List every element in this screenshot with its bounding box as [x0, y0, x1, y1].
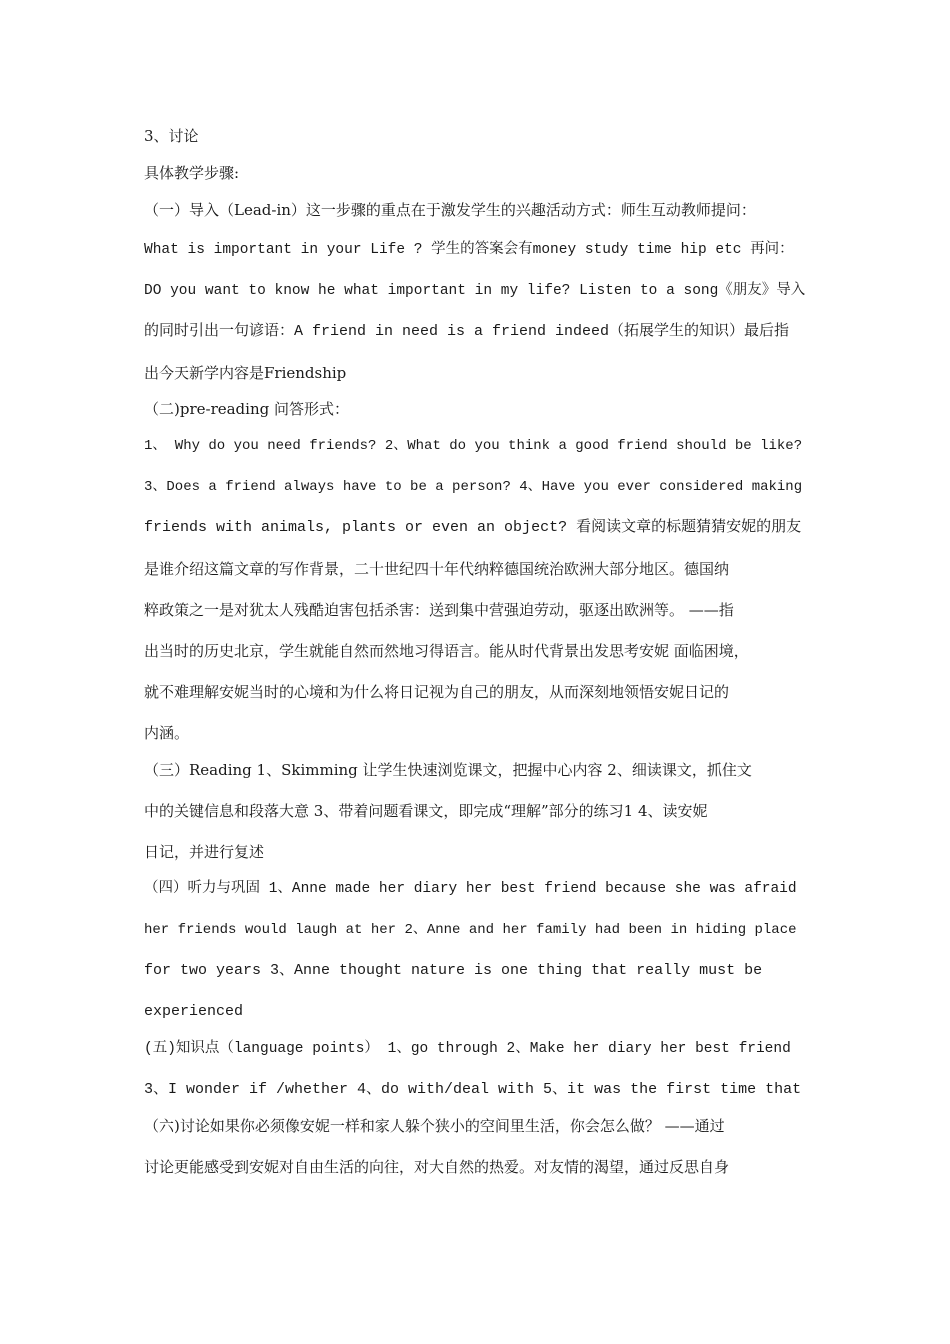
- text-line: DO you want to know he what important in my life? Listen to a song《朋友》导入: [144, 283, 806, 299]
- text-line: （一）导入（Lead-in）这一步骤的重点在于激发学生的兴趣活动方式：师生互动教师提问：: [144, 201, 756, 219]
- text-line: experienced: [144, 1003, 244, 1020]
- text-line: 出当时的历史北京，学生就能自然而然地习得语言。能从时代背景出发思考安妮 面临困境，: [144, 642, 749, 660]
- text-line: 中的关键信息和段落大意 3、带着问题看课文，即完成“理解”部分的练习1 4、读安妮: [144, 802, 708, 820]
- text-line: 是谁介绍这篇文章的写作背景，二十世纪四十年代纳粹德国统治欧洲大部分地区。德国纳: [144, 560, 730, 578]
- text-line: 3、Does a friend always have to be a person? 4、Have you ever considered making: [144, 479, 803, 495]
- text-line: for two years 3、Anne thought nature is one thing that really must be: [144, 962, 763, 979]
- text-line: 3、讨论: [144, 127, 199, 145]
- text-line: （三）Reading 1、Skimming 让学生快速浏览课文，把握中心内容 2、细读课文，抓住文: [144, 761, 752, 779]
- text-line: friends with animals, plants or even an object? 看阅读文章的标题猜猜安妮的朋友: [144, 519, 802, 536]
- text-line: 具体教学步骤:: [144, 164, 240, 182]
- text-line: （二)pre-reading 问答形式：: [144, 400, 349, 418]
- text-line: (五)知识点（language points） 1、go through 2、Make her diary her best friend: [144, 1041, 791, 1057]
- text-line: （六)讨论如果你必须像安妮一样和家人躲个狭小的空间里生活，你会怎么做？ ——通过: [144, 1117, 725, 1135]
- text-line: 的同时引出一句谚语：A friend in need is a friend indeed（拓展学生的知识）最后指: [144, 323, 790, 340]
- text-line: 1、 Why do you need friends? 2、What do you think a good friend should be like?: [144, 438, 803, 454]
- text-line: 内涵。: [144, 724, 190, 742]
- text-line: （四）听力与巩固 1、Anne made her diary her best friend because she was afraid: [144, 881, 797, 897]
- text-line: 3、I wonder if /whether 4、do with/deal with 5、it was the first time that: [144, 1081, 802, 1098]
- text-line: 就不难理解安妮当时的心境和为什么将日记视为自己的朋友，从而深刻地领悟安妮日记的: [144, 683, 730, 701]
- text-line: 日记，并进行复述: [144, 843, 265, 861]
- text-line: What is important in your Life ? 学生的答案会有money study time hip etc 再问：: [144, 242, 794, 258]
- text-line: her friends would laugh at her 2、Anne and her family had been in hiding place: [144, 922, 797, 938]
- text-line: 出今天新学内容是Friendship: [144, 364, 347, 382]
- text-line: 讨论更能感受到安妮对自由生活的向往，对大自然的热爱。对友情的渴望，通过反思自身: [144, 1158, 730, 1176]
- text-line: 粹政策之一是对犹太人残酷迫害包括杀害：送到集中营强迫劳动，驱逐出欧洲等。 ——指: [144, 601, 734, 619]
